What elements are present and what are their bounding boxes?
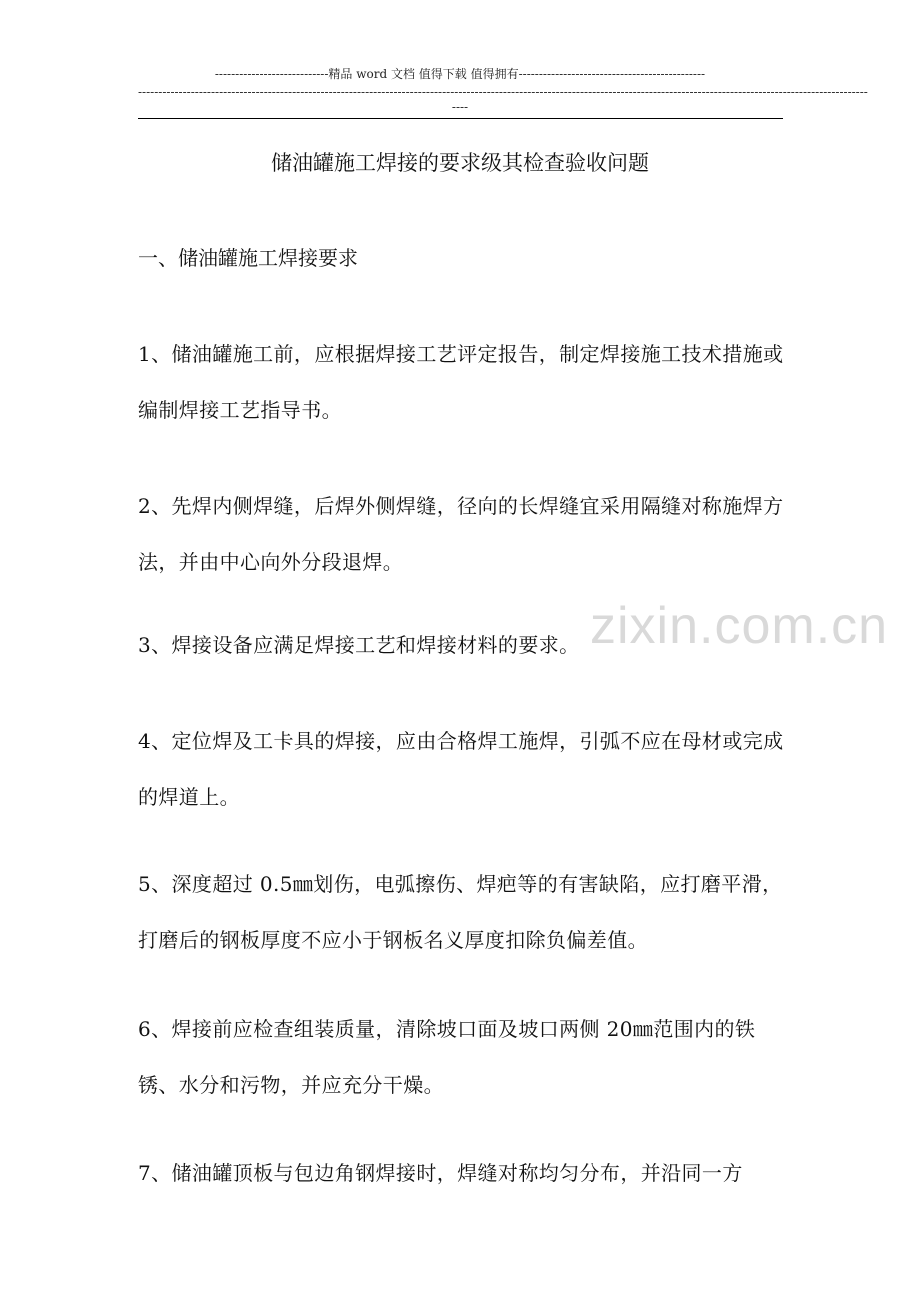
page-header-dash-tail: ---- bbox=[451, 100, 469, 114]
page-header-dash-line: ------------------------------------------------------------------------------------------------------------------------------------------------------------------------------------ bbox=[138, 85, 868, 99]
paragraph-2: 2、先焊内侧焊缝，后焊外侧焊缝，径向的长焊缝宜采用隔缝对称施焊方法，并由中心向外分段退焊。 bbox=[138, 494, 784, 574]
watermark: zixin.com.cn bbox=[590, 597, 889, 655]
page-header-banner: ----------------------------精品 word 文档 值得下载 值得拥有---------------------------------------------- bbox=[214, 67, 706, 81]
paragraph-5: 5、深度超过 0.5㎜划伤，电弧擦伤、焊疤等的有害缺陷，应打磨平滑，打磨后的钢板厚度不应小于钢板名义厚度扣除负偏差值。 bbox=[138, 872, 783, 952]
paragraph-4: 4、定位焊及工卡具的焊接，应由合格焊工施焊，引弧不应在母材或完成的焊道上。 bbox=[138, 729, 784, 809]
paragraph-7: 7、储油罐顶板与包边角钢焊接时，焊缝对称均匀分布，并沿同一方 bbox=[138, 1161, 743, 1185]
header-divider bbox=[138, 118, 783, 119]
section-heading: 一、储油罐施工焊接要求 bbox=[138, 246, 358, 270]
paragraph-6: 6、焊接前应检查组装质量，清除坡口面及坡口两侧 20㎜范围内的铁锈、水分和污物，并应充分干燥。 bbox=[138, 1017, 756, 1097]
document-title: 储油罐施工焊接的要求级其检查验收问题 bbox=[271, 151, 649, 175]
paragraph-1: 1、储油罐施工前，应根据焊接工艺评定报告，制定焊接施工技术措施或编制焊接工艺指导书。 bbox=[138, 342, 784, 422]
paragraph-3: 3、焊接设备应满足焊接工艺和焊接材料的要求。 bbox=[138, 633, 580, 657]
